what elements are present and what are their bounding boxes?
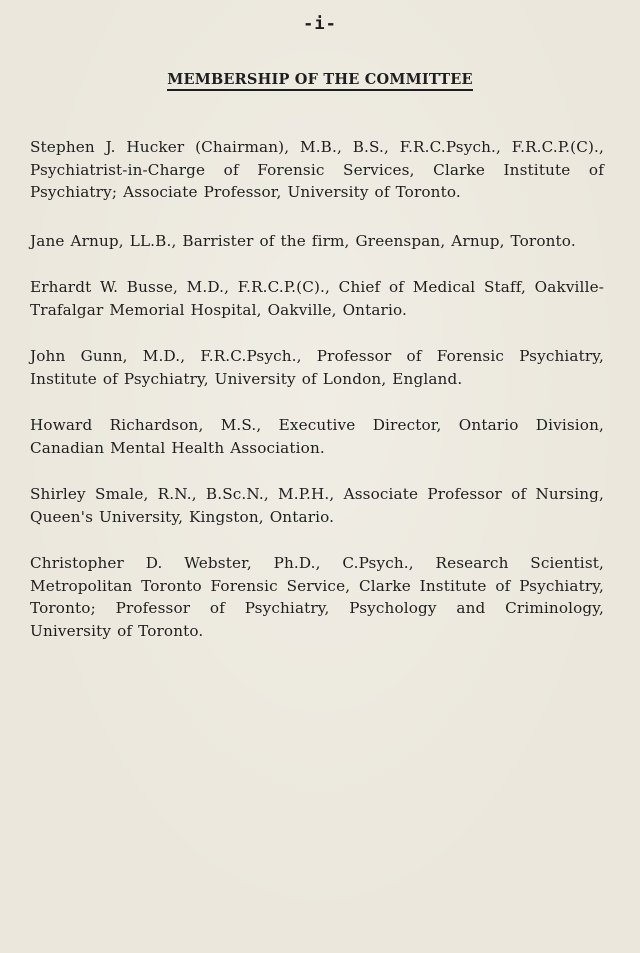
member-entry: John Gunn, M.D., F.R.C.Psych., Professor of Forensic Psychiatry, Institute of Psychiatry, University of London, England. — [30, 347, 604, 388]
page-title-text: MEMBERSHIP OF THE COMMITTEE — [167, 71, 473, 91]
page-title — [0, 71, 640, 88]
member-entry: Erhardt W. Busse, M.D., F.R.C.P.(C)., Chief of Medical Staff, Oakville-Trafalgar Memorial Hospital, Oakville, Ontario. — [30, 278, 604, 319]
member-entry: Christopher D. Webster, Ph.D., C.Psych., Research Scientist, Metropolitan Toronto Forensic Service, Clarke Institute of Psychiatry, Toronto; Professor of Psychiatry, Psychology and Criminology, University of Toronto. — [30, 554, 604, 640]
member-entry: Howard Richardson, M.S., Executive Director, Ontario Division, Canadian Mental Health Association. — [30, 416, 604, 457]
member-entry: Jane Arnup, LL.B., Barrister of the firm, Greenspan, Arnup, Toronto. — [30, 231, 576, 250]
page-number: -i- — [303, 14, 337, 34]
member-list — [30, 136, 604, 666]
member-entry: Stephen J. Hucker (Chairman), M.B., B.S., F.R.C.Psych., F.R.C.P.(C)., Psychiatrist-in-Charge of Forensic Services, Clarke Institute of Psychiatry; Associate Professor, University of Toronto. — [30, 138, 604, 201]
member-entry: Shirley Smale, R.N., B.Sc.N., M.P.H., Associate Professor of Nursing, Queen's University, Kingston, Ontario. — [30, 485, 604, 526]
